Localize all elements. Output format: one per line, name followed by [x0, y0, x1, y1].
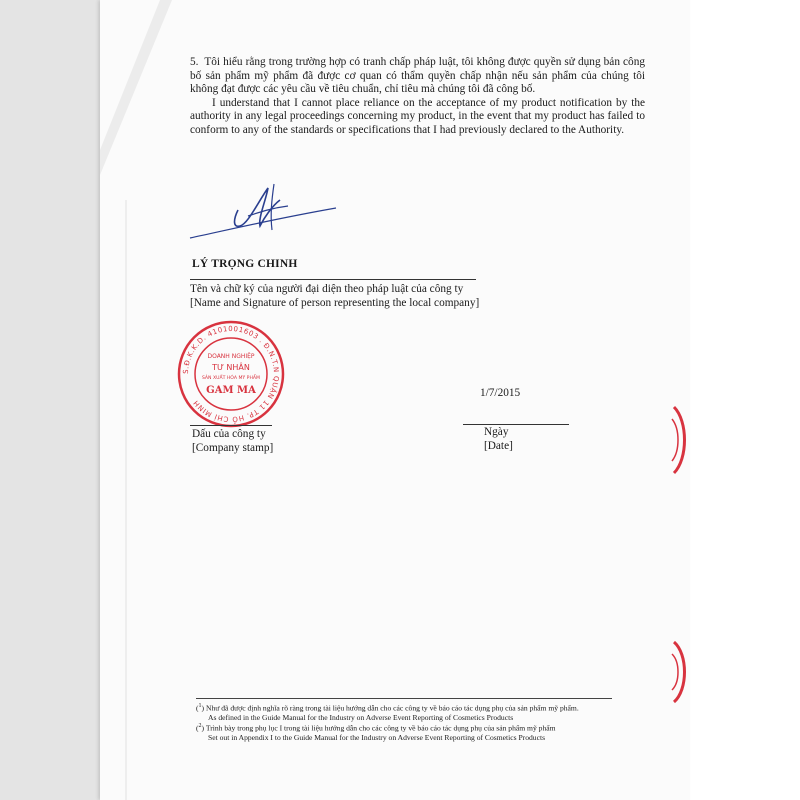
footnote-2: ($^2$) Trình bày trong phụ lục I trong tài liệu hướng dẫn cho các công ty về báo cáo tác dụng phụ của sản phẩm mỹ phẩm Set out in Appendix I to the Guide Manual for the Industry on Adverse Event Reporting of Cosmetics Products	[196, 722, 656, 742]
date-value: 1/7/2015	[480, 387, 521, 399]
signer-name: LÝ TRỌNG CHINH	[192, 258, 298, 270]
signature-line	[190, 279, 476, 280]
footnote-2-marker: 2	[198, 722, 202, 729]
date-caption-vi: Ngày	[484, 426, 509, 438]
date-caption	[484, 426, 513, 454]
handwritten-signature	[188, 178, 338, 248]
footnote-2-vi: Trình bày trong phụ lục I trong tài liệu hướng dẫn cho các công ty về báo cáo tác dụng phụ của sản phẩm mỹ phẩm	[205, 723, 556, 733]
date-line	[463, 424, 569, 425]
footnote-1-marker: 1	[198, 703, 202, 709]
footnote-1-vi: Như đã được định nghĩa rõ ràng trong tài liệu hướng dẫn cho các công ty về báo cáo tác dụng phụ của sản phẩm mỹ phẩm.	[205, 703, 579, 713]
date-caption-en: [Date]	[484, 439, 513, 452]
declaration-clause	[190, 56, 645, 138]
footnote-1: ($^1$) Như đã được định nghĩa rõ ràng trong tài liệu hướng dẫn cho các công ty về báo cáo tác dụng phụ của sản phẩm mỹ phẩm. As defined in the Guide Manual for the Industry on Adverse Event Reporting of Cosmetics Products	[196, 702, 656, 722]
scan-right-margin	[690, 0, 800, 800]
company-stamp	[175, 318, 287, 430]
footnote-2-en: Set out in Appendix I to the Guide Manual for the Industry on Adverse Event Reporting of Cosmetics Products	[208, 732, 546, 742]
stamp-ring-text: S.Đ.K.K.D. 4101001603 . Đ.N.T.N QUẬN 11 TP. HỒ CHÍ MINH	[181, 324, 281, 424]
stamp-line	[190, 425, 272, 426]
footnote-separator	[196, 698, 612, 699]
document-page	[100, 0, 690, 800]
stamp-line-1: DOANH NGHIỆP	[207, 353, 255, 360]
stamp-caption-vi: Dấu của công ty	[192, 428, 266, 440]
declaration-english: I understand that I cannot place reliance on the acceptance of my product notification by the authority in any legal proceedings concerning my product, in the event that my product has failed to conform to any of the standards or specifications that I had previously declared to the Authority.	[190, 96, 645, 136]
signer-caption-vi: Tên và chữ ký của người đại diện theo pháp luật của công ty	[190, 283, 464, 295]
declaration-number: 5.	[190, 56, 199, 68]
stamp-line-2: TƯ NHÂN	[212, 363, 250, 372]
partial-stamp-edge-bottom	[670, 640, 688, 704]
stamp-caption	[192, 428, 273, 456]
stamp-caption-en: [Company stamp]	[192, 441, 274, 454]
signer-caption-en: [Name and Signature of person representing the local company]	[190, 296, 480, 309]
stamp-line-3: SẢN XUẤT HÓA MỸ PHẨM	[201, 376, 261, 381]
signer-caption	[190, 283, 479, 311]
stamp-line-4: GAM MA	[206, 385, 256, 396]
declaration-vietnamese	[190, 56, 645, 97]
partial-stamp-edge-top	[670, 405, 688, 475]
footnote-1-en: As defined in the Guide Manual for the Industry on Adverse Event Reporting of Cosmetics Products	[208, 712, 514, 722]
footnotes	[196, 702, 656, 742]
declaration-vietnamese-text: Tôi hiểu rằng trong trường hợp có tranh chấp pháp luật, tôi không được quyền sử dụng bản công bố sản phẩm mỹ phẩm đã được cơ quan có thẩm quyền chấp nhận nếu sản phẩm của chúng tôi không đạt được các yêu cầu về tiêu chuẩn, chỉ tiêu mà chúng tôi đã công bố.	[190, 56, 645, 96]
